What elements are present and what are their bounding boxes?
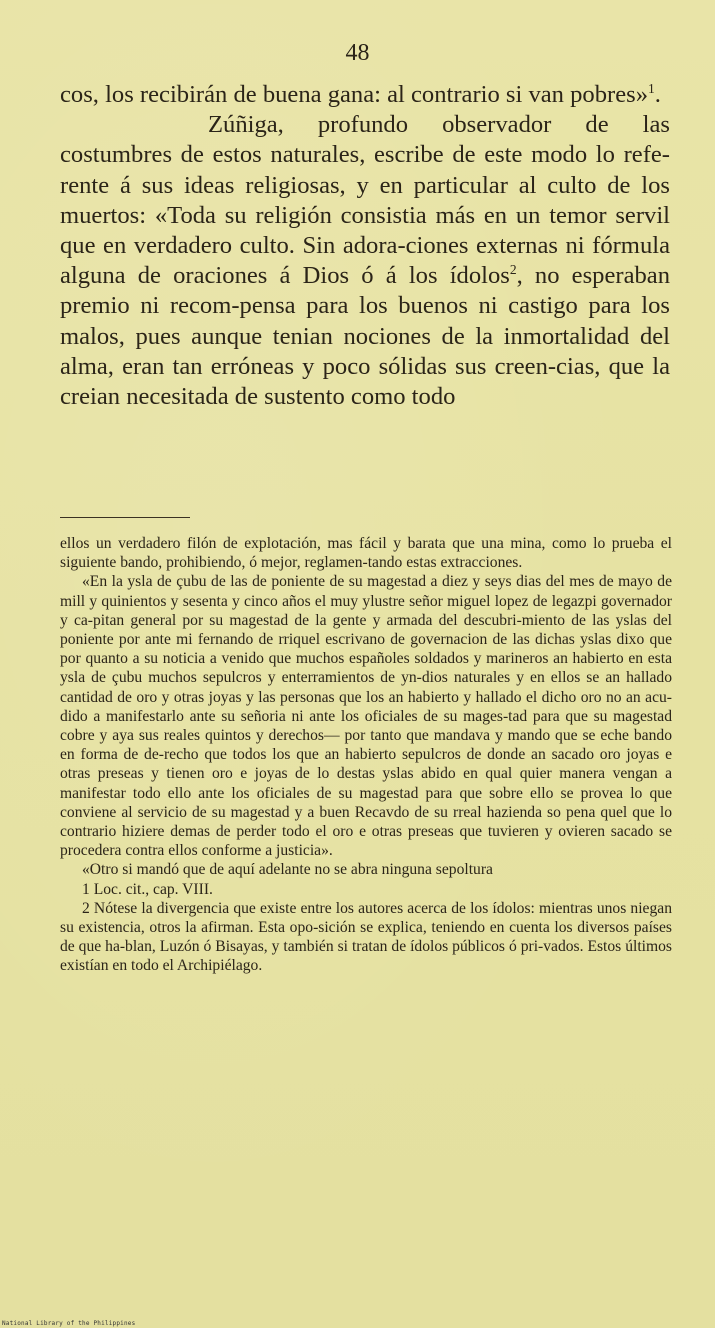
main-text [60,80,670,412]
paragraph-text: Zúñiga, profundo observador de las costumbres de estos naturales, escribe de este modo lo refe-rente á sus ideas religiosas, y en particular al culto de los muertos: «Toda su religión consistia más en un temor servil que en verdadero culto. Sin adora-ciones externas ni fórmula alguna de oraciones á Dios ó á los ídolos [60,111,670,290]
page-number: 48 [345,40,370,66]
paragraph-text: , no esperaban premio ni recom-pensa para los buenos ni castigo para los malos, pues aunque tenian nociones de la inmortalidad del alma, eran tan erróneas y poco sólidas sus creen-cias, que la creian necesitada de sustento como todo [60,262,671,411]
paragraph-text: . [654,81,661,108]
paragraph-zuniga [60,110,670,412]
footnote-2: 2 Nótese la divergencia que existe entre los autores acerca de los ídolos: mientras unos niegan su existencia, otros la afirman. Esta opo-sición se explica, teniendo en cuenta los diversos países de que ha-blan, Luzón ó Bisayas, y también si tratan de ídolos públicos ó pri-vados. Estos últimos existían en todo el Archipiélago. [60,899,672,975]
footnote-ref: 2 [509,262,517,278]
library-watermark: National Library of the Philippines [2,1320,136,1327]
note-continuation: ellos un verdadero filón de explotación, mas fácil y barata que una mina, como lo prueba el siguiente bando, prohibiendo, ó mejor, reglamen-tando estas extracciones. [60,535,672,572]
note-bando: «En la ysla de çubu de las de poniente de su magestad a diez y seys dias del mes de mayo de mill y quinientos y sesenta y cinco años el muy ylustre señor miguel lopez de legazpi governador y ca-pitan general por su magestad de la gente y armada del descubri-miento de las yslas del poniente por ante mi fernando de rriquel escrivano de governacion de las dichas yslas dixo que por quanto a su noticia a venido que muchos españoles soldados y marineros an habierto en esta ysla de çubu muchos sepulcros y enterramientos de yn-dios naturales y en ellos se an hallado cantidad de oro y otras joyas y las personas que los an habierto y hallado el dicho oro no an acu-dido a manifestarlo ante su señoria ni ante los oficiales de su mages-tad para que su magestad cobre y aya sus reales quintos y derechos— por tanto que mandava y mando que se eche bando en forma de de-recho que todos los que an habierto sepulcros de donde an sacado oro joyas e otras preseas y tienen oro e joyas de lo destas yslas abido en qual quier manera vengan a manifestar todo ello ante los oficiales de su magestad para que sobre ello se provea lo que conviene al servicio de su magestad y a buen Recavdo de su rreal hazienda so pena quel que lo contrario hiziere demas de perder todo el oro e otras preseas que tuvieren y ovieren sacado se procedera contra ellos conforme a justicia». [60,573,672,860]
paragraph-text: cos, los recibirán de buena gana: al contrario si van pobres» [60,81,648,108]
footnotes [60,534,672,976]
paragraph-continuation [60,80,670,110]
footnote-1: 1 Loc. cit., cap. VIII. [82,880,213,898]
footnote-ref: 1 [648,80,655,96]
note-otro-si: «Otro si mandó que de aquí adelante no se abra ninguna sepoltura [82,861,493,879]
footnote-divider [60,517,190,518]
